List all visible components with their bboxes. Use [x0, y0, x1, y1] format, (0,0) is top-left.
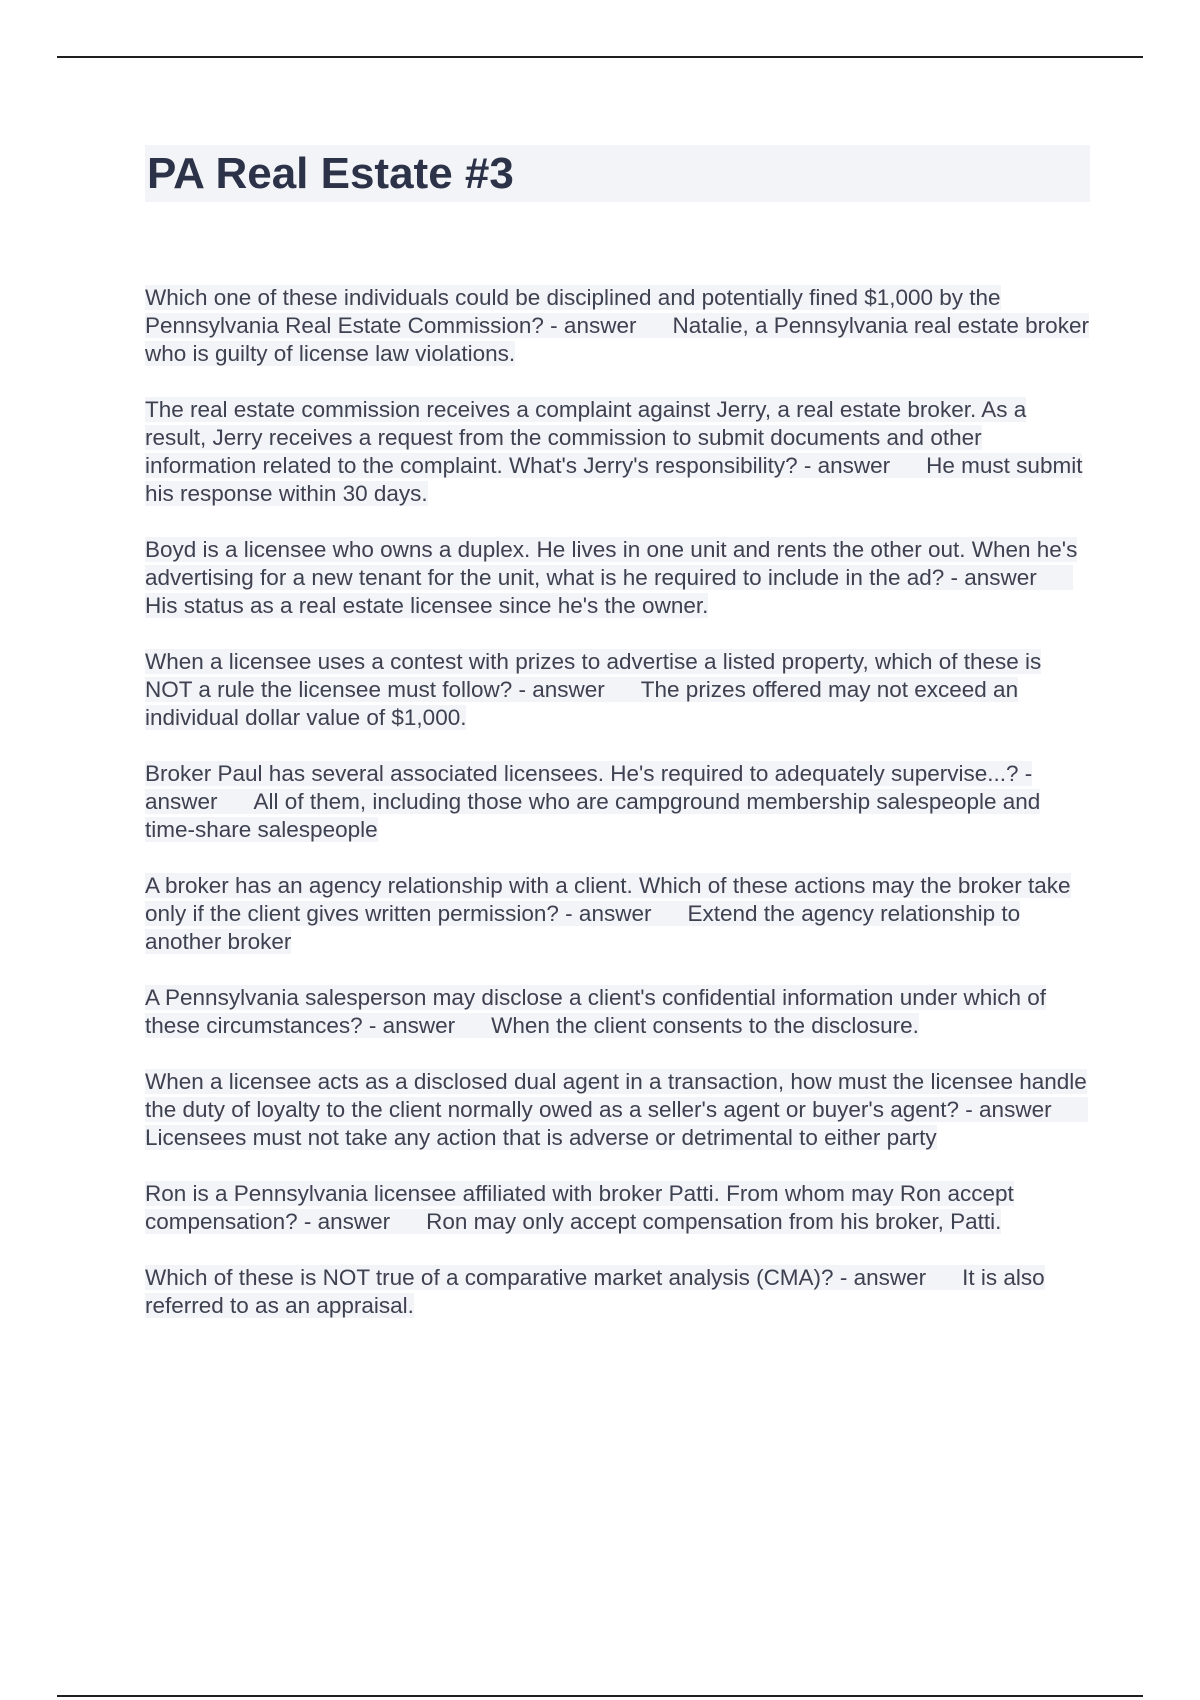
answer-text: All of them, including those who are campground membership salespeople and time-share salespeople	[145, 789, 1041, 842]
question-text: The real estate commission receives a complaint against Jerry, a real estate broker. As a result, Jerry receives a request from the commission to submit documents and other information related to the complaint. What's Jerry's responsibility? - answer	[145, 397, 1027, 478]
qa-item	[145, 1264, 1090, 1320]
question-text: Broker Paul has several associated licensees. He's required to adequately supervise...? - answer	[145, 761, 1033, 814]
qa-item	[145, 760, 1090, 844]
qa-item	[145, 1068, 1090, 1152]
answer-text: Natalie, a Pennsylvania real estate broker who is guilty of license law violations.	[145, 313, 1089, 366]
question-text: Boyd is a licensee who owns a duplex. He lives in one unit and rents the other out. When he's advertising for a new tenant for the unit, what is he required to include in the ad? - answer	[145, 537, 1078, 590]
answer-text: He must submit his response within 30 days.	[145, 453, 1083, 506]
answer-text: Ron may only accept compensation from his broker, Patti.	[426, 1209, 1002, 1234]
question-text: A broker has an agency relationship with a client. Which of these actions may the broker take only if the client gives written permission? - answer	[145, 873, 1071, 926]
answer-text: Licensees must not take any action that is adverse or detrimental to either party	[145, 1125, 937, 1150]
qa-item	[145, 648, 1090, 732]
answer-text: The prizes offered may not exceed an individual dollar value of $1,000.	[145, 677, 1019, 730]
qa-item	[145, 984, 1090, 1040]
question-text: When a licensee uses a contest with prizes to advertise a listed property, which of these is NOT a rule the licensee must follow? - answer	[145, 649, 1042, 702]
qa-item	[145, 396, 1090, 508]
question-text: Ron is a Pennsylvania licensee affiliated with broker Patti. From whom may Ron accept compensation? - answer	[145, 1181, 1014, 1234]
qa-list	[145, 284, 1090, 1320]
answer-text: When the client consents to the disclosure.	[491, 1013, 919, 1038]
qa-item	[145, 872, 1090, 956]
answer-text: His status as a real estate licensee since he's the owner.	[145, 593, 709, 618]
footer-rule	[57, 1695, 1143, 1697]
document-body	[145, 145, 1090, 1348]
qa-item	[145, 284, 1090, 368]
answer-text: Extend the agency relationship to another broker	[145, 901, 1021, 954]
qa-item	[145, 536, 1090, 620]
question-text: Which of these is NOT true of a comparative market analysis (CMA)? - answer	[145, 1265, 927, 1290]
question-text: When a licensee acts as a disclosed dual agent in a transaction, how must the licensee handle the duty of loyalty to the client normally owed as a seller's agent or buyer's agent? - answer	[145, 1069, 1087, 1122]
question-text: Which one of these individuals could be disciplined and potentially fined $1,000 by the Pennsylvania Real Estate Commission? - answer	[145, 285, 1001, 338]
answer-text: It is also referred to as an appraisal.	[145, 1265, 1045, 1318]
qa-item	[145, 1180, 1090, 1236]
question-text: A Pennsylvania salesperson may disclose a client's confidential information under which of these circumstances? - answer	[145, 985, 1047, 1038]
document-title: PA Real Estate #3	[145, 145, 1090, 202]
header-rule	[57, 56, 1143, 58]
